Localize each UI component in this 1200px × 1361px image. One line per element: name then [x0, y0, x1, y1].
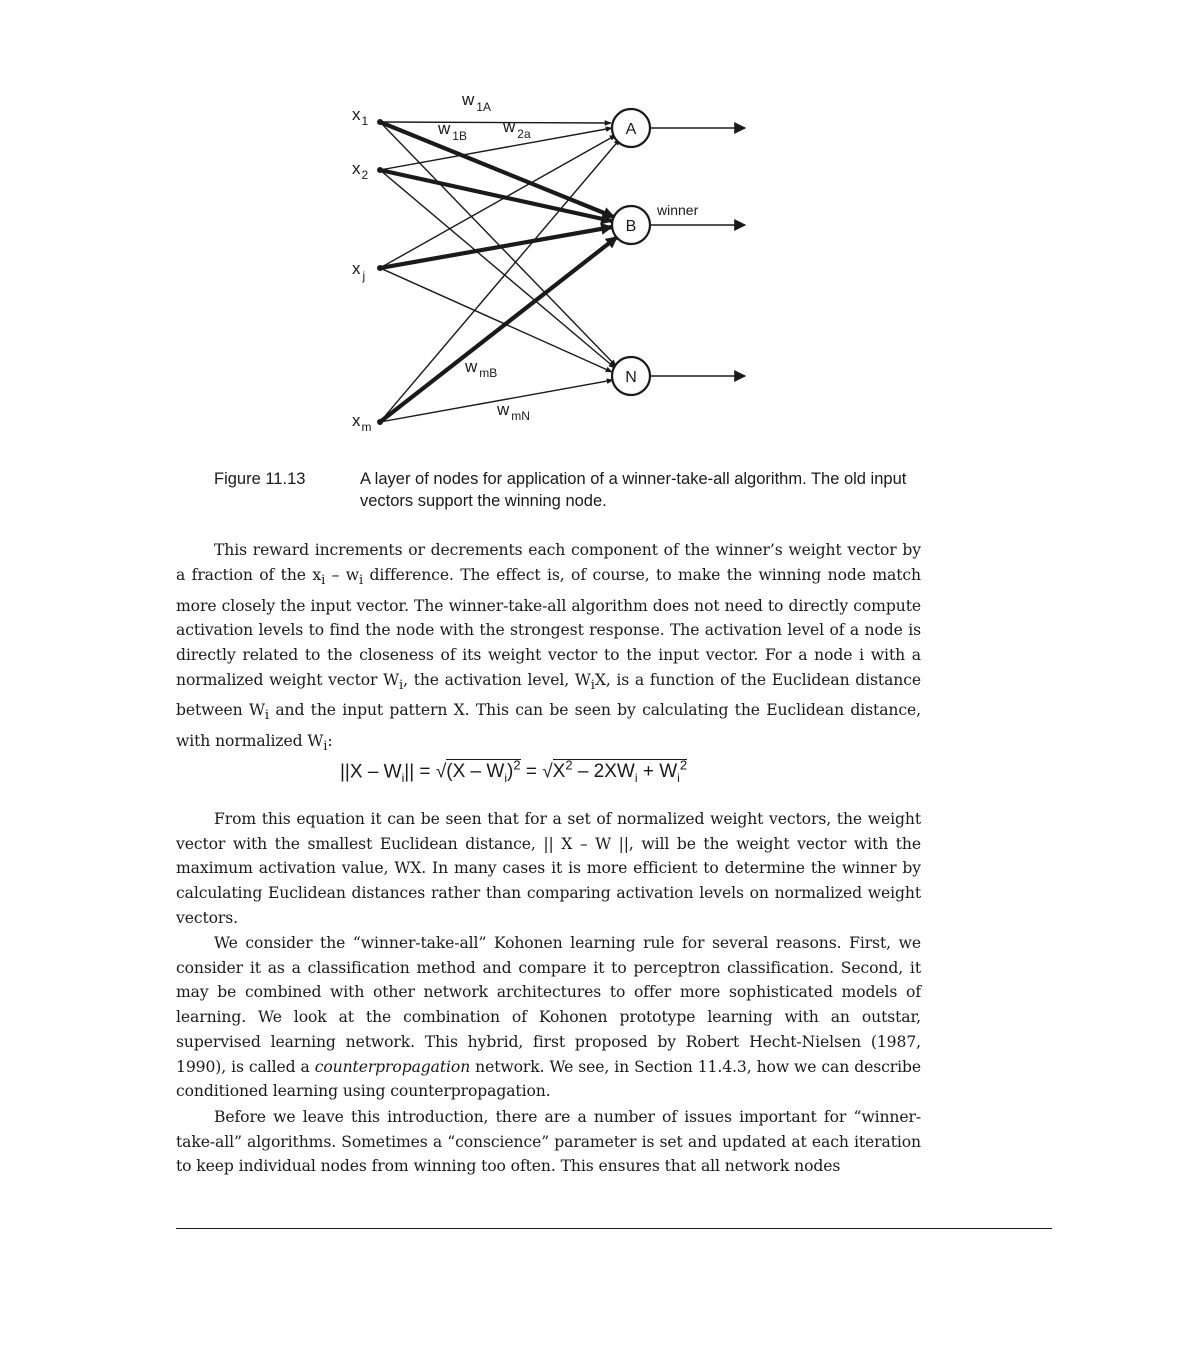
weight-label-wmN: w $_{mN}$ — [497, 400, 530, 423]
paragraph-4: Before we leave this introduction, there are a number of issues important for “winner-take-all” algorithms. Sometimes a “conscience” parameter is set and updated at each iteration to keep individual nodes from winning too often. This ensures that all network nodes — [176, 1108, 921, 1176]
paragraph-1: This reward increments or decrements each component of the winner’s weight vector by a fraction of the $x_i - w_i$ difference. The effect is, of course, to make the winning node match more closely the input vector. The winner-take-all algorithm does not need to directly compute activation levels to find the node with the strongest response. The activation level of a node is directly related to the closeness of its weight vector to the input vector. For a node i with a normalized weight vector $W_i$, the activation level, $W_iX$, is a function of the Euclidean distance between $W_i$ and the input pattern X. This can be seen by calculating the Euclidean distance, with normalized $W_i$: — [176, 541, 922, 755]
edge-xj-N — [380, 268, 612, 372]
weight-label-w2a: w $_{2a}$ — [503, 117, 531, 141]
edge-x2-B — [380, 170, 612, 221]
figure-caption-text: A layer of nodes for application of a winner-take-all algorithm. The old input vectors support the winning node. — [360, 470, 907, 510]
winner-take-all-network-diagram — [0, 0, 1200, 460]
paragraph-2: From this equation it can be seen that for a set of normalized weight vectors, the weight vector with the smallest Euclidean distance, || X – W ||, will be the weight vector with the maximum activation value, WX. In many cases it is more efficient to determine the winner by calculating Euclidean distances rather than comparing activation levels on normalized weight vectors. — [176, 810, 921, 927]
figure-caption-label: Figure 11.13 — [214, 470, 306, 488]
input-dot-x2 — [377, 167, 383, 173]
node-N-label: N — [625, 369, 637, 386]
edge-x1-A — [380, 122, 611, 123]
weight-label-wmB: w $_{mB}$ — [465, 357, 498, 380]
input-label-xj: x $_j$ — [352, 259, 366, 283]
node-A-label: A — [625, 121, 637, 138]
input-label-x2: $x_2$ — [352, 159, 369, 182]
input-label-x1: $x_1$ — [352, 105, 369, 128]
edge-xm-A — [380, 139, 620, 422]
node-B-label: B — [625, 218, 637, 235]
euclidean-distance-equation: $||X - W_i|| = √(X - W_i)^2 = √X^2 - 2XW_i + W_i^2$ — [340, 758, 688, 786]
input-dot-xj — [377, 265, 383, 271]
input-dot-x1 — [377, 119, 383, 125]
input-dot-xm — [377, 419, 383, 425]
input-label-xm: $x_m$ — [352, 411, 372, 434]
weight-label-w1A: w $_{1A}$ — [462, 90, 491, 114]
paragraph-3: We consider the “winner-take-all” Kohonen learning rule for several reasons. First, we consider it as a classification method and compare it to perceptron classification. Second, it may be combined with other network architectures to offer more sophisticated models of learning. We look at the combination of Kohonen prototype learning with an outstar, supervised learning network. This hybrid, first proposed by Robert Hecht-Nielsen (1987, 1990), is called a counterpropagation network. We see, in Section 11.4.3, how we can describe conditioned learning using counterpropagation. — [176, 934, 921, 1101]
weight-label-w1B: w $_{1B}$ — [438, 119, 467, 143]
edge-xj-B — [380, 227, 612, 268]
edge-x2-N — [380, 170, 615, 368]
winner-label: winner — [657, 202, 699, 218]
page-bottom-rule — [176, 1228, 1052, 1229]
